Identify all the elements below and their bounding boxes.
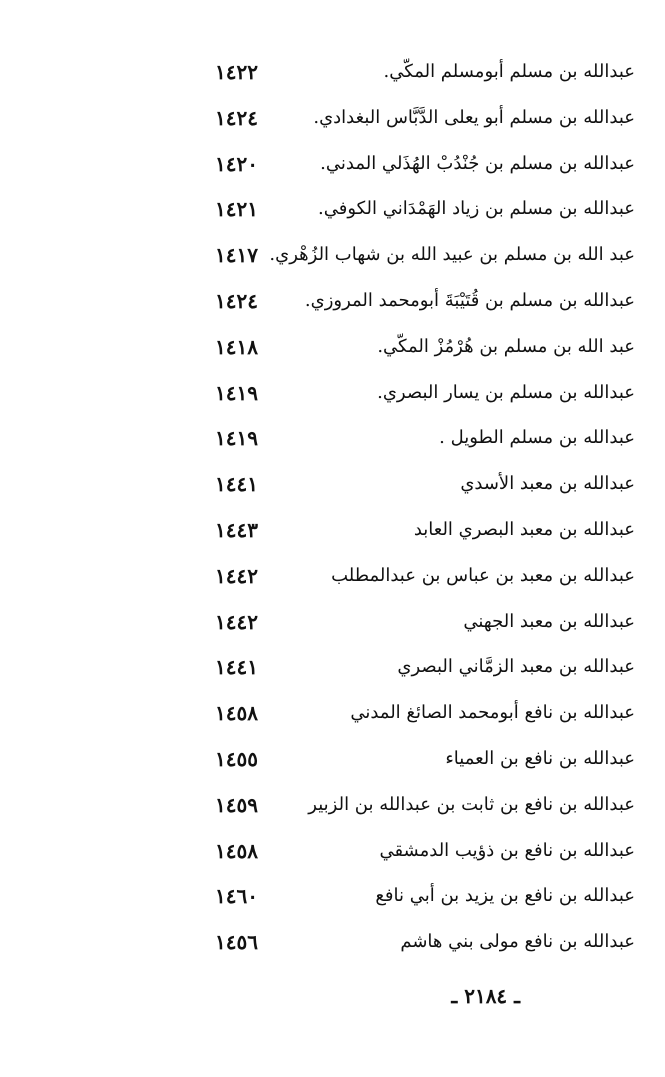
index-entry: [0, 374, 665, 420]
entry-number: ١٤٥٩: [215, 792, 258, 817]
entry-number: ١٤١٨: [215, 334, 258, 359]
index-entry: [0, 145, 665, 191]
entry-name: عبدالله بن معبد الأسدي: [460, 473, 635, 495]
entry-name: عبدالله بن نافع بن يزيد بن أبي نافع: [375, 885, 635, 907]
index-entry: [0, 557, 665, 603]
index-entry: [0, 99, 665, 145]
index-entry: [0, 282, 665, 328]
entry-number: ١٤٤٢: [215, 563, 258, 588]
entry-name: عبدالله بن معبد الزمَّاني البصري: [397, 656, 635, 678]
entry-number: ١٤٥٨: [215, 701, 258, 726]
entry-number: ١٤٤٣: [215, 517, 258, 542]
entry-name: عبدالله بن مسلم أبومسلم المكّي.: [383, 61, 635, 82]
index-entry: [0, 740, 665, 786]
entry-name: عبدالله بن معبد البصري العابد: [413, 518, 635, 540]
index-entry: [0, 511, 665, 557]
entry-name: عبدالله بن معبد الجهني: [463, 610, 635, 632]
index-entry: [0, 53, 665, 99]
page-number-text: ـ ٢١٨٤ ـ: [451, 984, 520, 1008]
index-entry: [0, 190, 665, 236]
entry-name: عبدالله بن نافع بن العمياء: [445, 747, 635, 769]
entry-number: ١٤٢٤: [215, 288, 258, 313]
entry-number: ١٤٦٠: [215, 884, 258, 909]
entry-name: عبدالله بن نافع أبومحمد الصائغ المدني: [350, 702, 635, 724]
entry-name: عبدالله بن نافع مولى بني هاشم: [400, 931, 635, 953]
entry-number: ١٤٤٢: [215, 609, 258, 634]
index-entry-list: [0, 53, 665, 969]
index-entry: [0, 694, 665, 740]
entry-name: عبدالله بن مسلم بن يسار البصري.: [377, 381, 635, 403]
entry-name: عبدالله بن مسلم بن زياد الهَمْدَاني الكوفي.: [317, 198, 635, 220]
entry-number: ١٤٢٠: [215, 151, 258, 176]
entry-number: ١٤٢٢: [215, 60, 258, 84]
entry-number: ١٤٥٦: [215, 930, 258, 955]
entry-number: ١٤١٧: [215, 243, 258, 268]
entry-number: ١٤١٩: [215, 426, 258, 451]
entry-number: ١٤٢٤: [215, 105, 258, 130]
index-entry: [0, 648, 665, 694]
entry-name: عبد الله بن مسلم بن عبيد الله بن شهاب الزُهْري.: [269, 244, 635, 266]
entry-name: عبد الله بن مسلم بن هُرْمُزْ المكّي.: [377, 335, 635, 357]
entry-name: عبدالله بن نافع بن ذؤيب الدمشقي: [379, 839, 635, 861]
page-number: [0, 984, 520, 1008]
entry-name: عبدالله بن مسلم أبو يعلى الدَّبَّاس البغدادي.: [313, 106, 635, 128]
index-entry: [0, 786, 665, 832]
index-entry: [0, 877, 665, 923]
index-entry: [0, 603, 665, 649]
entry-name: عبدالله بن نافع بن ثابت بن عبدالله بن الزبير: [308, 793, 635, 815]
entry-name: عبدالله بن مسلم الطويل .: [439, 427, 635, 449]
entry-number: ١٤٤١: [215, 472, 258, 497]
entry-name: عبدالله بن مسلم بن قُتَيْبَةَ أبومحمد المروزي.: [304, 289, 635, 311]
entry-number: ١٤٥٥: [215, 746, 258, 771]
entry-number: ١٤٥٨: [215, 838, 258, 863]
index-entry: [0, 419, 665, 465]
index-entry: [0, 328, 665, 374]
entry-name: عبدالله بن معبد بن عباس بن عبدالمطلب: [331, 564, 635, 586]
entry-number: ١٤١٩: [215, 380, 258, 405]
index-entry: [0, 236, 665, 282]
entry-number: ١٤٢١: [215, 197, 258, 222]
index-entry: [0, 832, 665, 878]
index-entry: [0, 465, 665, 511]
index-entry: [0, 923, 665, 969]
entry-number: ١٤٤١: [215, 655, 258, 680]
entry-name: عبدالله بن مسلم بن جُنْدُبْ الهُذَلي المدني.: [320, 152, 635, 174]
